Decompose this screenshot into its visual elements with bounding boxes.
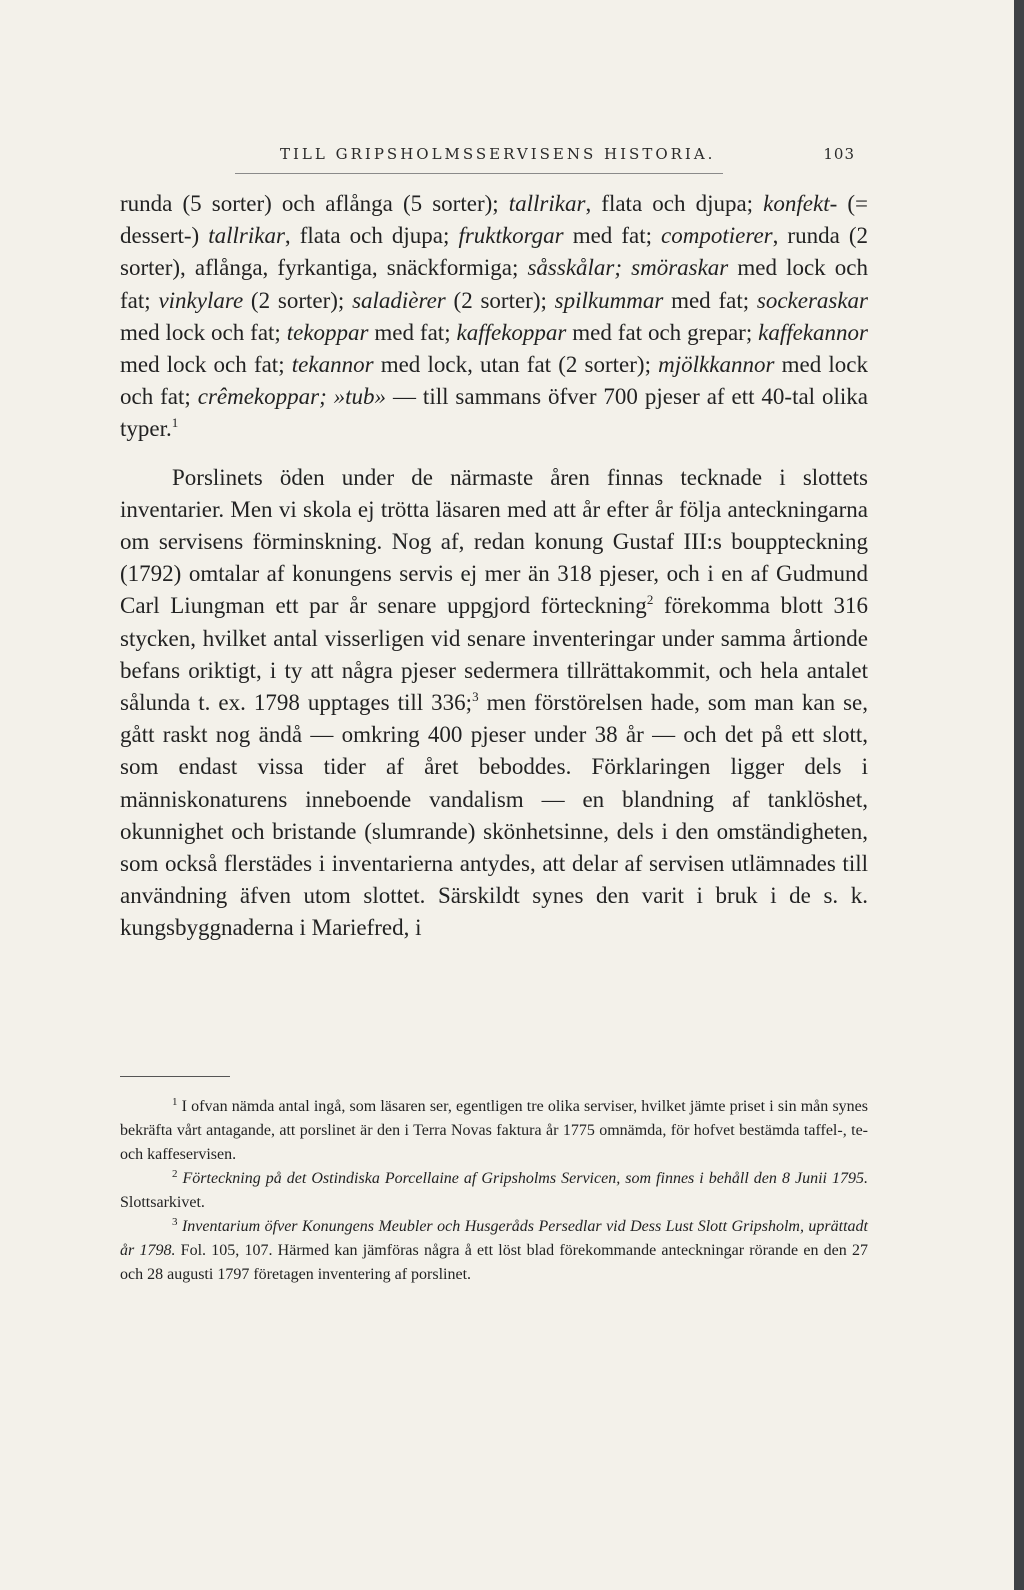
text-run: , flata och djupa; — [284, 223, 459, 249]
footnote-ref: 2 — [646, 592, 654, 608]
footnote-mark: 1 — [172, 1096, 178, 1108]
italic-term: tallrikar — [508, 191, 586, 216]
page-number: 103 — [823, 145, 855, 163]
footnote-title: Inventarium öfver Konungens Meubler och Husgeråds Persedlar vid Dess Lust Slott Gripsholm, uprättadt år 1798. — [120, 1218, 868, 1259]
text-run: med lock och fat; — [120, 352, 868, 410]
text-run: (= dessert-) — [120, 191, 868, 249]
italic-term: fruktkorgar — [458, 223, 564, 249]
text-run: , flata och djupa; — [585, 191, 764, 216]
footnote-text: Fol. 105, 107. Härmed kan jämföras några å ett löst blad förekommande anteckningar rörande en den 27 och 28 augusti 1797 företagen inventering af porslinet. — [120, 1242, 868, 1283]
italic-term: kaffekoppar — [456, 319, 567, 345]
footnote-mark: 3 — [172, 1216, 178, 1228]
text-run: med lock och fat; — [120, 255, 868, 313]
italic-term: såsskålar; smöraskar — [527, 255, 729, 281]
italic-term: compotierer — [661, 223, 773, 249]
italic-term: tekoppar — [286, 319, 369, 345]
footnote-ref: 3 — [472, 689, 479, 705]
paragraph-1 — [120, 188, 868, 446]
footnote-text: Slottsarkivet. — [120, 1194, 205, 1211]
italic-term: mjölkkannor — [658, 352, 775, 378]
italic-term: spilkummar — [554, 287, 664, 313]
italic-term: konfekt- — [763, 191, 838, 216]
text-run: (2 sorter); — [445, 287, 555, 313]
text-run: med fat; — [663, 287, 757, 313]
text-run: Porslinets öden under de närmaste åren finnas tecknade i slottets inventarier. Men vi skola ej trötta läsaren med att år efter år följa anteckningarna om servisens förminskning. Nog af, redan konung Gustaf III:s bouppteckning (1792) omtalar af konungens servis ej mer än 318 pjeser, och i en af Gudmund Carl Liungman ett par år senare uppgjord förteckning — [120, 464, 868, 619]
footnote-1 — [120, 1095, 868, 1167]
running-title: TILL GRIPSHOLMSSERVISENS HISTORIA. — [280, 145, 716, 163]
italic-term: kaffekannor — [758, 319, 868, 345]
text-run: med lock och fat; — [120, 352, 292, 378]
italic-term: tallrikar — [208, 223, 285, 249]
footnote-2 — [120, 1167, 868, 1215]
footnote-title: Förteckning på det Ostindiska Porcellaine af Gripsholms Servicen, som finnes i behåll den 8 Junii 1795. — [177, 1170, 868, 1187]
text-run: — till sammans öfver 700 pjeser af ett 40-tal olika typer. — [120, 384, 868, 442]
text-run: förekomma blott 316 stycken, hvilket antal visserligen vid senare inventeringar under samma årtionde befans oriktigt, i ty att några pjeser sedermera tillrättakommit, och hela antalet sålunda t. ex. 1798 upptages till 336; — [120, 593, 868, 716]
text-run: med lock och fat; — [120, 319, 287, 345]
footnote-text: I ofvan nämda antal ingå, som läsaren ser, egentligen tre olika serviser, hvilket jämte priset i sin mån synes bekräfta vårt antagande, att porslinet är den i Terra Novas faktura år 1775 omnämda, för hofvet bestämda taffel-, te- och kaffeservisen. — [120, 1098, 868, 1163]
text-run: med lock, utan fat (2 sorter); — [373, 352, 659, 378]
header-rule — [235, 173, 723, 174]
text-run: men förstörelsen hade, som man kan se, gått raskt nog ändå — omkring 400 pjeser under 38 år — och det på ett slott, som endast vissa tider af året beboddes. Förklaringen ligger dels i människonaturens inneboende vandalism — en blandning af tanklöshet, okunnighet och bristande (slumrande) skönhetsinne, dels i den omständigheten, som också flerstädes i inventarierna antydes, att delar af servisen utlämnades till användning äfven utom slottet. Särskildt synes den varit i bruk i de s. k. kungsbyggnaderna i Mariefred, i — [120, 690, 868, 941]
text-run: , runda (2 sorter), aflånga, fyrkantiga, snäckformiga; — [120, 223, 869, 281]
text-run: med fat och grepar; — [566, 319, 759, 345]
text-run: (2 sorter); — [243, 287, 353, 313]
italic-term: tekannor — [291, 352, 374, 378]
footnote-rule — [120, 1076, 230, 1077]
paragraph-2 — [120, 462, 868, 945]
text-run: runda (5 sorter) och aflånga (5 sorter); — [120, 191, 509, 216]
text-run: med fat; — [368, 319, 457, 345]
scan-edge — [1014, 0, 1024, 1590]
italic-term: crêmekoppar; »tub» — [197, 384, 387, 410]
italic-term: sockeraskar — [756, 287, 869, 313]
footnote-ref: 1 — [171, 415, 179, 431]
italic-term: vinkylare — [158, 287, 244, 313]
body-text — [120, 188, 868, 945]
text-run: med fat; — [563, 223, 662, 249]
italic-term: saladièrer — [352, 287, 446, 313]
footnote-3 — [120, 1215, 868, 1287]
footnotes — [120, 1095, 868, 1287]
footnote-mark: 2 — [172, 1168, 178, 1180]
